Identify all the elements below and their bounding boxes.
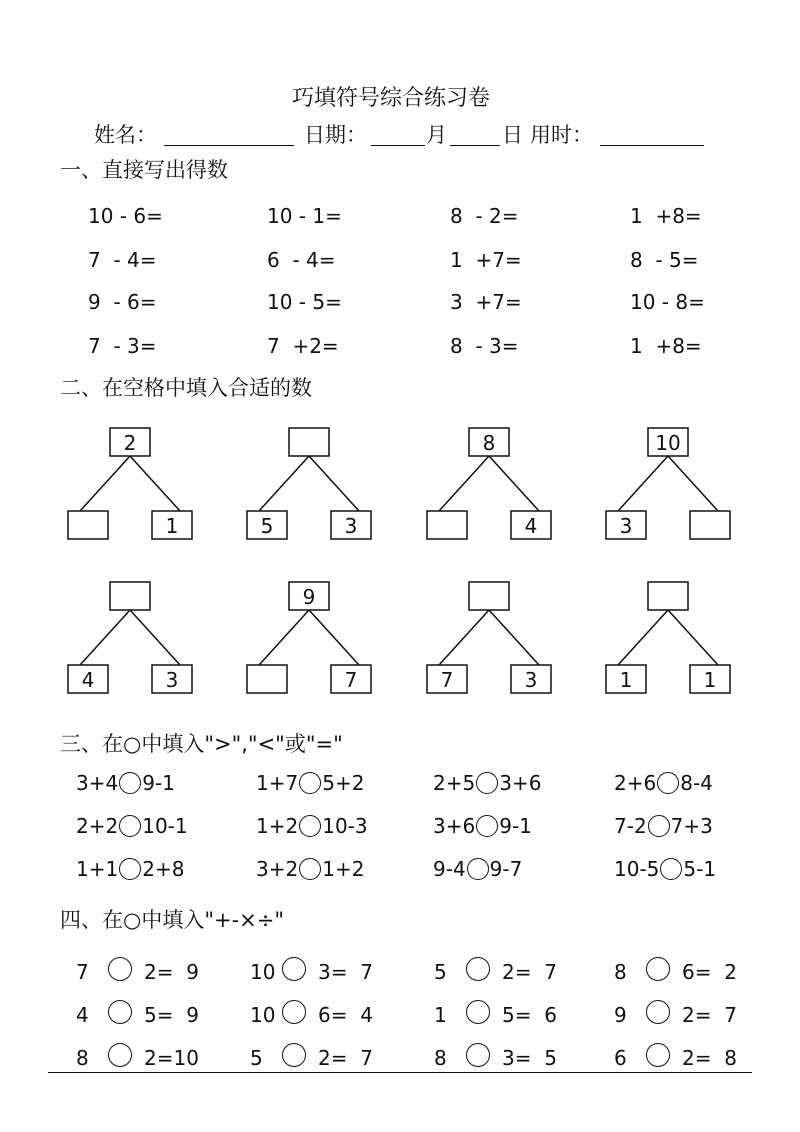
tree-branch bbox=[130, 610, 180, 665]
rest-expression: 6= 4 bbox=[318, 1003, 373, 1027]
tree-branch bbox=[259, 610, 309, 665]
tree-top-box[interactable] bbox=[469, 582, 509, 610]
left-expression: 7-2 bbox=[614, 814, 647, 838]
right-expression: 9-1 bbox=[499, 814, 532, 838]
tree-left-value: 5 bbox=[260, 514, 274, 538]
right-expression: 5+2 bbox=[322, 771, 365, 795]
tree-branch bbox=[668, 456, 718, 511]
operator-circle[interactable] bbox=[108, 1000, 132, 1024]
operator-circle[interactable] bbox=[282, 1043, 306, 1067]
left-expression: 10-5 bbox=[614, 857, 660, 881]
right-expression: 1+2 bbox=[322, 857, 365, 881]
comparison-problem bbox=[433, 815, 532, 837]
tree-top-value: 10 bbox=[655, 431, 681, 455]
left-expression: 1+2 bbox=[256, 814, 299, 838]
left-expression: 1+1 bbox=[76, 857, 119, 881]
answer-circle[interactable] bbox=[119, 815, 141, 837]
month-label: 月 bbox=[426, 123, 447, 147]
operator-circle[interactable] bbox=[108, 957, 132, 981]
left-expression: 2+5 bbox=[433, 771, 476, 795]
arithmetic-problem: 8 - 5= bbox=[630, 248, 699, 272]
tree-branch bbox=[489, 456, 539, 511]
tree-branch bbox=[130, 456, 180, 511]
tree-branch bbox=[259, 456, 309, 511]
arithmetic-problem: 8 - 2= bbox=[450, 204, 519, 228]
day-label: 日 bbox=[502, 123, 523, 147]
comparison-problem bbox=[76, 815, 188, 837]
tree-right-value: 1 bbox=[703, 668, 717, 692]
right-expression: 7+3 bbox=[670, 814, 713, 838]
arithmetic-problem: 10 - 8= bbox=[630, 290, 705, 314]
right-expression: 5-1 bbox=[683, 857, 717, 881]
tree-top-value: 2 bbox=[123, 431, 137, 455]
tree-right-value: 1 bbox=[165, 514, 179, 538]
answer-circle[interactable] bbox=[119, 858, 141, 880]
first-operand: 5 bbox=[250, 1046, 263, 1070]
operator-problem bbox=[434, 957, 557, 987]
tree-right-value: 3 bbox=[524, 668, 538, 692]
comparison-problem bbox=[614, 815, 713, 837]
first-operand: 7 bbox=[76, 960, 89, 984]
tree-left-box[interactable] bbox=[68, 511, 108, 539]
first-operand: 4 bbox=[76, 1003, 89, 1027]
arithmetic-problem: 7 - 3= bbox=[88, 334, 157, 358]
first-operand: 8 bbox=[76, 1046, 89, 1070]
left-expression: 3+4 bbox=[76, 771, 119, 795]
rest-expression: 5= 9 bbox=[144, 1003, 199, 1027]
tree-top-box[interactable] bbox=[289, 428, 329, 456]
section-1-title: 一、直接写出得数 bbox=[60, 158, 228, 182]
left-expression: 9-4 bbox=[433, 857, 466, 881]
comparison-problem bbox=[614, 858, 716, 880]
rest-expression: 2=10 bbox=[144, 1046, 199, 1070]
tree-left-value: 4 bbox=[81, 668, 95, 692]
operator-problem bbox=[250, 957, 373, 987]
rest-expression: 2= 7 bbox=[502, 960, 557, 984]
first-operand: 5 bbox=[434, 960, 447, 984]
answer-circle[interactable] bbox=[657, 772, 679, 794]
tree-top-box[interactable] bbox=[648, 582, 688, 610]
arithmetic-problem: 7 +2= bbox=[267, 334, 339, 358]
answer-circle[interactable] bbox=[299, 815, 321, 837]
operator-circle[interactable] bbox=[108, 1043, 132, 1067]
right-expression: 9-7 bbox=[489, 857, 523, 881]
arithmetic-problem: 8 - 3= bbox=[450, 334, 519, 358]
rest-expression: 5= 6 bbox=[502, 1003, 557, 1027]
tree-top-box[interactable] bbox=[110, 582, 150, 610]
arithmetic-problem: 10 - 1= bbox=[267, 204, 342, 228]
operator-problem bbox=[250, 1000, 373, 1030]
tree-right-value: 3 bbox=[344, 514, 358, 538]
arithmetic-problem: 9 - 6= bbox=[88, 290, 157, 314]
right-expression: 2+8 bbox=[142, 857, 185, 881]
rest-expression: 2= 9 bbox=[144, 960, 199, 984]
section-2-title: 二、在空格中填入合适的数 bbox=[60, 376, 312, 400]
tree-branch bbox=[80, 456, 130, 511]
arithmetic-problem: 1 +7= bbox=[450, 248, 522, 272]
comparison-problem bbox=[614, 772, 713, 794]
answer-circle[interactable] bbox=[648, 815, 670, 837]
first-operand: 1 bbox=[434, 1003, 447, 1027]
right-expression: 3+6 bbox=[499, 771, 542, 795]
answer-circle[interactable] bbox=[299, 858, 321, 880]
tree-branch bbox=[309, 456, 359, 511]
answer-circle[interactable] bbox=[299, 772, 321, 794]
answer-circle[interactable] bbox=[660, 858, 682, 880]
answer-circle[interactable] bbox=[476, 815, 498, 837]
rest-expression: 3= 5 bbox=[502, 1046, 557, 1070]
tree-branch bbox=[80, 610, 130, 665]
arithmetic-problem: 7 - 4= bbox=[88, 248, 157, 272]
operator-circle[interactable] bbox=[466, 957, 490, 981]
operator-problem bbox=[434, 1000, 557, 1030]
tree-branch bbox=[489, 610, 539, 665]
first-operand: 10 bbox=[250, 1003, 276, 1027]
first-operand: 8 bbox=[434, 1046, 447, 1070]
comparison-problem bbox=[76, 772, 175, 794]
first-operand: 10 bbox=[250, 960, 276, 984]
tree-left-value: 7 bbox=[440, 668, 454, 692]
arithmetic-problem: 10 - 6= bbox=[88, 204, 163, 228]
operator-problem bbox=[76, 1000, 199, 1030]
arithmetic-problem: 6 - 4= bbox=[267, 248, 336, 272]
page-title: 巧填符号综合练习卷 bbox=[292, 86, 491, 111]
tree-top-value: 8 bbox=[482, 431, 496, 455]
section-3-title: 三、在○中填入">","<"或"=" bbox=[60, 732, 343, 756]
tree-branch bbox=[439, 610, 489, 665]
section-4-title: 四、在○中填入"+-×÷" bbox=[60, 908, 285, 932]
tree-left-box[interactable] bbox=[247, 665, 287, 693]
left-expression: 2+6 bbox=[614, 771, 657, 795]
bottom-divider bbox=[48, 1072, 752, 1073]
rest-expression: 6= 2 bbox=[682, 960, 737, 984]
rest-expression: 2= 7 bbox=[682, 1003, 737, 1027]
first-operand: 8 bbox=[614, 960, 627, 984]
rest-expression: 3= 7 bbox=[318, 960, 373, 984]
operator-circle[interactable] bbox=[646, 1000, 670, 1024]
comparison-problem bbox=[256, 772, 364, 794]
right-expression: 9-1 bbox=[142, 771, 175, 795]
tree-branch bbox=[618, 456, 668, 511]
operator-problem bbox=[76, 1043, 199, 1073]
comparison-problem bbox=[256, 815, 368, 837]
operator-problem bbox=[614, 957, 737, 987]
operator-problem bbox=[76, 957, 199, 987]
operator-circle[interactable] bbox=[466, 1043, 490, 1067]
rest-expression: 2= 7 bbox=[318, 1046, 373, 1070]
time-label: 用时： bbox=[530, 123, 593, 147]
arithmetic-problem: 1 +8= bbox=[630, 334, 702, 358]
tree-right-box[interactable] bbox=[690, 511, 730, 539]
left-expression: 1+7 bbox=[256, 771, 299, 795]
tree-branch bbox=[618, 610, 668, 665]
tree-left-value: 3 bbox=[619, 514, 633, 538]
tree-top-value: 9 bbox=[302, 585, 316, 609]
right-expression: 10-1 bbox=[142, 814, 188, 838]
tree-branch bbox=[309, 610, 359, 665]
right-expression: 8-4 bbox=[680, 771, 713, 795]
left-expression: 2+2 bbox=[76, 814, 119, 838]
comparison-problem bbox=[433, 772, 541, 794]
tree-branch bbox=[668, 610, 718, 665]
operator-circle[interactable] bbox=[466, 1000, 490, 1024]
operator-problem bbox=[614, 1043, 737, 1073]
right-expression: 10-3 bbox=[322, 814, 368, 838]
comparison-problem bbox=[76, 858, 184, 880]
operator-circle[interactable] bbox=[646, 1043, 670, 1067]
left-expression: 3+6 bbox=[433, 814, 476, 838]
rest-expression: 2= 8 bbox=[682, 1046, 737, 1070]
operator-problem bbox=[250, 1043, 373, 1073]
tree-right-value: 7 bbox=[344, 668, 358, 692]
comparison-problem bbox=[433, 858, 522, 880]
arithmetic-problem: 3 +7= bbox=[450, 290, 522, 314]
tree-left-value: 1 bbox=[619, 668, 633, 692]
operator-circle[interactable] bbox=[646, 957, 670, 981]
operator-circle[interactable] bbox=[282, 957, 306, 981]
answer-circle[interactable] bbox=[119, 772, 141, 794]
answer-circle[interactable] bbox=[467, 858, 489, 880]
first-operand: 9 bbox=[614, 1003, 627, 1027]
first-operand: 6 bbox=[614, 1046, 627, 1070]
tree-branch bbox=[439, 456, 489, 511]
operator-problem bbox=[434, 1043, 557, 1073]
left-expression: 3+2 bbox=[256, 857, 299, 881]
operator-problem bbox=[614, 1000, 737, 1030]
comparison-problem bbox=[256, 858, 364, 880]
answer-circle[interactable] bbox=[476, 772, 498, 794]
name-label: 姓名： bbox=[94, 123, 157, 147]
date-label: 日期： bbox=[304, 123, 367, 147]
tree-right-value: 3 bbox=[165, 668, 179, 692]
arithmetic-problem: 1 +8= bbox=[630, 204, 702, 228]
arithmetic-problem: 10 - 5= bbox=[267, 290, 342, 314]
operator-circle[interactable] bbox=[282, 1000, 306, 1024]
tree-right-value: 4 bbox=[524, 514, 538, 538]
tree-left-box[interactable] bbox=[427, 511, 467, 539]
